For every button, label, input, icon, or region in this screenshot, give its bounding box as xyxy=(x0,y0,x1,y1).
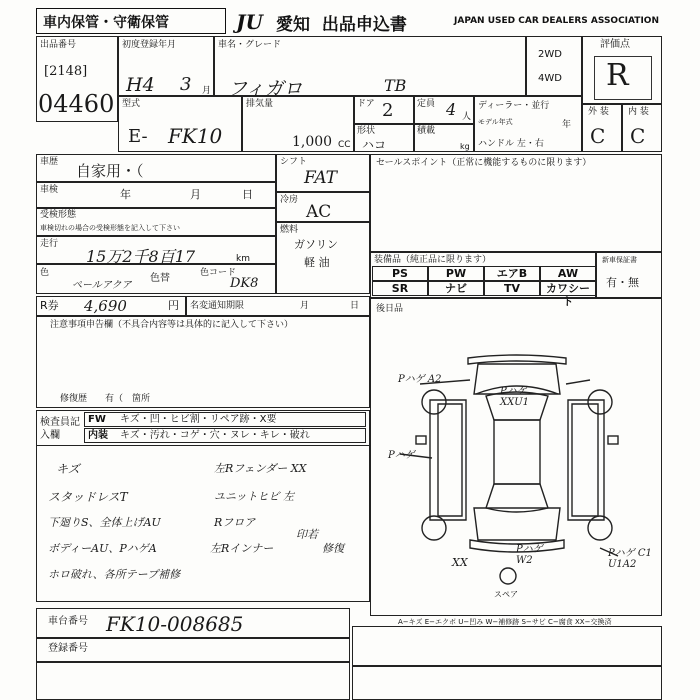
storage-notice: 車内保管・守衛保管 xyxy=(43,15,169,31)
inspection-label: 車検 xyxy=(40,185,59,195)
fuel-label: 燃料 xyxy=(280,225,299,235)
equipment-item: PS xyxy=(372,266,428,281)
dealer-label: ディーラー・並行 xyxy=(478,101,550,111)
grade-value: TB xyxy=(384,76,407,95)
logo-mark: JU xyxy=(236,10,263,34)
diag-top-left: Pハゲ A2 xyxy=(398,374,442,385)
history-cell xyxy=(36,154,276,182)
drive-cell xyxy=(526,36,582,96)
model-grade-label: 車名・グレード xyxy=(218,40,282,50)
selling-points-label: セールスポイント（正常に機能するものに限ります） xyxy=(376,158,592,168)
inspection-cell xyxy=(36,182,276,208)
fuel-gasoline: ガソリン xyxy=(294,238,338,251)
note-5-left: ホロ破れ、各所テープ補修 xyxy=(48,568,181,581)
diag-bottom-right: Pハゲ C1 U1A2 xyxy=(608,548,652,570)
displacement-label: 排気量 xyxy=(246,99,274,109)
diag-bottom-center: Pハゲ W2 xyxy=(516,544,543,566)
interior-label: 内 装 xyxy=(628,107,649,117)
interior-value: C xyxy=(630,124,646,148)
yen-label: 円 xyxy=(168,299,179,312)
type-prefix-value: E- xyxy=(128,126,148,147)
color-code-value: DK8 xyxy=(230,276,259,291)
color-change-label: 色替 xyxy=(150,273,170,284)
notes-label: 注意事項申告欄（不具合内容等は具体的に記入して下さい） xyxy=(50,320,294,330)
equipment-item: SR xyxy=(372,281,428,296)
reg-year-value: H4 xyxy=(126,74,155,96)
history-label: 車歴 xyxy=(40,157,59,167)
mileage-value: 15万2千8百17 xyxy=(86,247,196,266)
body-label: 形状 xyxy=(357,126,376,136)
model-name-value: フィガロ xyxy=(228,78,303,100)
usage-value: 自家用・（ xyxy=(76,162,144,180)
handle-label: ハンドル 左・右 xyxy=(478,139,544,149)
recall-label: 受検形態 xyxy=(40,210,77,220)
diag-left: Pハゲ xyxy=(388,450,415,461)
admin-box-bottom xyxy=(352,666,662,700)
mileage-label: 走行 xyxy=(40,239,59,249)
fw-code: FW xyxy=(88,414,106,425)
tax-day-label: 日 xyxy=(350,301,360,311)
displacement-value: 1,000 xyxy=(292,134,333,150)
bottom-strip xyxy=(36,662,350,700)
wd4-label: 4WD xyxy=(538,73,562,84)
r-ken-value: 4,690 xyxy=(84,297,127,315)
equipment-item: エアB xyxy=(484,266,540,281)
exterior-value: C xyxy=(590,124,606,148)
rating-value: R xyxy=(606,58,629,93)
note-2-right: ユニットヒビ 左 xyxy=(214,490,295,503)
insp-year-label: 年 xyxy=(120,188,131,201)
note-4-right: 左Rインナー xyxy=(210,542,274,555)
diag-top-right: Pハゲ XXU1 xyxy=(500,386,530,408)
admin-box xyxy=(352,626,662,666)
aircon-value: AC xyxy=(306,202,332,222)
tax-month-label: 月 xyxy=(300,301,310,311)
rating-label: 評価点 xyxy=(600,39,630,50)
note-1-left: キズ xyxy=(56,462,80,476)
storage-notice-box xyxy=(36,8,226,34)
after-seal-label: 後日品 xyxy=(376,304,404,314)
chassis-label: 車台番号 xyxy=(48,616,88,627)
exterior-label: 外 装 xyxy=(588,107,609,117)
km-label: km xyxy=(236,254,250,264)
equipment-item: カワシート xyxy=(540,281,596,296)
equipment-item: PW xyxy=(428,266,484,281)
note-3-right: Rフロア xyxy=(214,516,256,529)
note-1-right: 左Rフェンダー XX xyxy=(214,462,307,475)
org-english: JAPAN USED CAR DEALERS ASSOCIATION xyxy=(454,16,659,26)
equipment-item: TV xyxy=(484,281,540,296)
org-title xyxy=(276,10,407,35)
lot-box-value: [2148] xyxy=(44,64,88,79)
aircon-label: 冷房 xyxy=(280,195,299,205)
insp-month-label: 月 xyxy=(190,188,201,201)
body-value: ハコ xyxy=(362,138,387,152)
model-year-label: モデル年式 xyxy=(478,118,513,126)
equipment-label: 装備品（純正品に限ります） xyxy=(374,255,492,265)
spare-label: スペア xyxy=(494,590,518,599)
reg-month-suffix: 月 xyxy=(202,86,212,96)
person-label: 人 xyxy=(462,112,472,122)
interior-code: 内装 xyxy=(88,430,108,441)
shift-value: FAT xyxy=(304,168,338,188)
repair-history-label: 修復歴 有（ 箇所 xyxy=(60,394,151,404)
wd2-label: 2WD xyxy=(538,49,562,60)
r-ken-label: R券 xyxy=(40,299,59,312)
first-reg-label: 初度登録年月 xyxy=(122,40,177,50)
tax-deadline-label: 名変通知期限 xyxy=(190,301,245,311)
note-3-left: 下廻りS、全体上げAU xyxy=(48,516,161,529)
equipment-item: AW xyxy=(540,266,596,281)
capacity-value: 4 xyxy=(446,100,457,119)
note-2-left: スタッドレスT xyxy=(48,490,128,504)
insp-day-label: 日 xyxy=(242,188,253,201)
org-name: 愛知 xyxy=(276,15,310,35)
form-title: 出品申込書 xyxy=(321,15,407,35)
note-repair: 修復 xyxy=(322,542,344,555)
shift-label: シフト xyxy=(280,157,308,167)
fuel-diesel: 軽 油 xyxy=(304,256,330,269)
reg-no-label: 登録番号 xyxy=(48,643,88,654)
lot-number-label: 出品番号 xyxy=(40,40,77,50)
color-code-label: 色コード xyxy=(200,268,237,278)
note-4-left: ボディーAU、PハゲA xyxy=(48,542,157,555)
note-4-extra: 印若 xyxy=(296,528,318,541)
cc-label: CC xyxy=(338,140,351,150)
year-suffix-label: 年 xyxy=(562,120,572,130)
lot-number-value: 04460 xyxy=(38,90,115,118)
diag-bottom-left: XX xyxy=(452,556,468,569)
color-value: ペールアクア xyxy=(72,280,132,291)
load-label: 積載 xyxy=(417,126,436,136)
type-label: 型式 xyxy=(122,99,141,109)
doors-value: 2 xyxy=(382,100,394,121)
doors-label: ドア xyxy=(357,99,375,109)
capacity-label: 定員 xyxy=(417,99,436,109)
interior-code-text: キズ・汚れ・コゲ・穴・ヌレ・キレ・破れ xyxy=(120,430,310,441)
association-logo xyxy=(236,10,280,34)
equipment-item: ナビ xyxy=(428,281,484,296)
chassis-value: FK10-008685 xyxy=(106,612,244,636)
reg-month-value: 3 xyxy=(180,74,192,95)
color-label: 色 xyxy=(40,268,50,278)
inspector-label: 検査員記入欄 xyxy=(40,417,80,441)
selling-points-cell xyxy=(370,154,662,252)
damage-legend: A−キズ E−エクボ U−凹み W−補修跡 S−サビ C−腐食 XX−交換済 xyxy=(398,618,612,626)
recall-note: 車検切れの場合の受検形態を記入して下さい xyxy=(40,224,180,232)
type-code-value: FK10 xyxy=(168,124,223,148)
warranty-options: 有・無 xyxy=(606,276,639,289)
warranty-label: 新車保証書 xyxy=(602,256,637,264)
fw-text: キズ・凹・ヒビ割・リペア跡・X要 xyxy=(120,414,277,425)
kg-label: kg xyxy=(460,142,470,151)
